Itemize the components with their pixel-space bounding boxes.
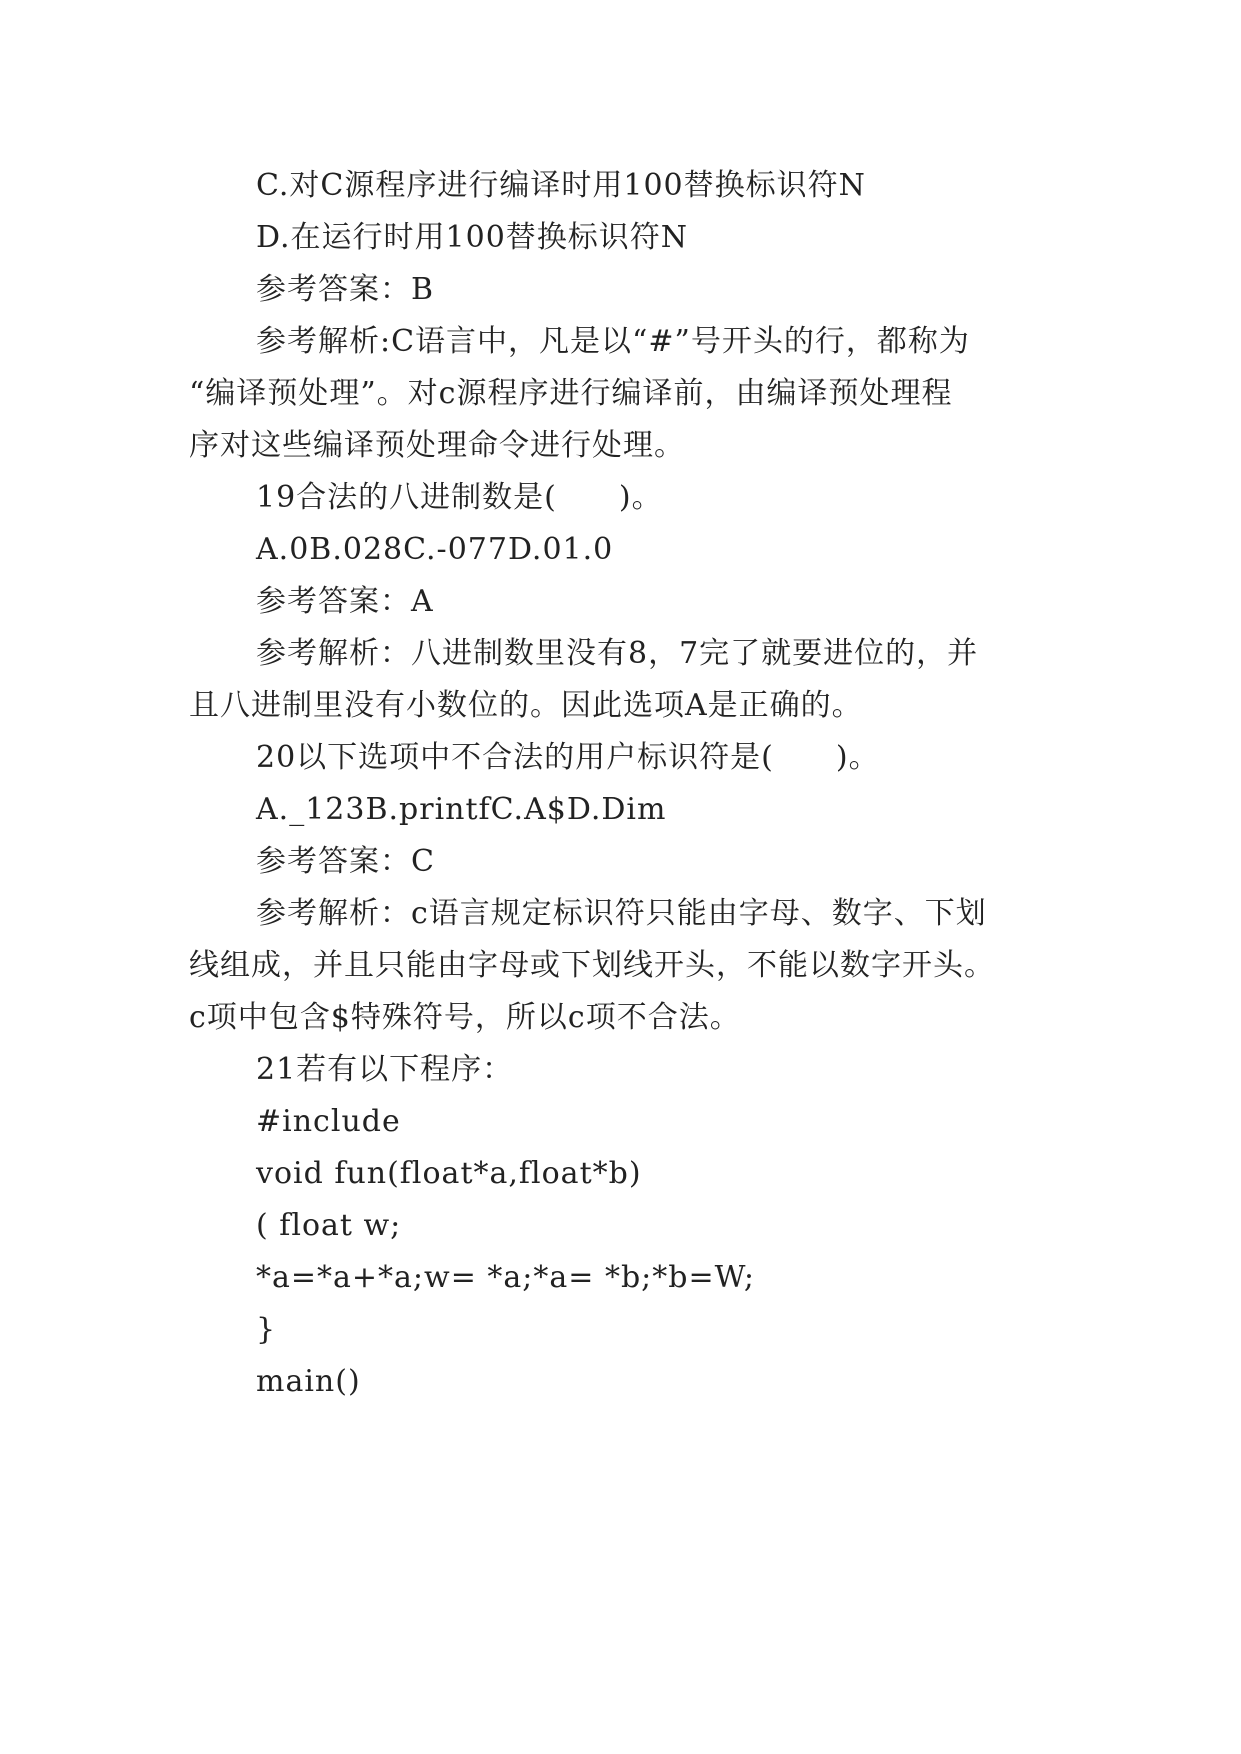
answer-18: 参考答案：B [256,272,435,307]
explanation-20-line-2: 线组成，并且只能由字母或下划线开头，不能以数字开头。 [189,948,995,983]
question-20: 20以下选项中不合法的用户标识符是( )。 [256,740,880,775]
option-c-text: C.对C源程序进行编译时用100替换标识符N [256,168,866,203]
option-d-text: D.在运行时用100替换标识符N [256,220,689,255]
code-line-assignments: *a=*a+*a;w= *a;*a= *b;*b=W; [256,1260,755,1295]
explanation-20-line-3: c项中包含$特殊符号，所以c项不合法。 [189,1000,741,1035]
code-line-function-signature: void fun(float*a,float*b) [256,1156,642,1191]
question-19: 19合法的八进制数是( )。 [256,480,663,515]
code-line-float-decl: ( float w; [256,1208,402,1243]
options-20: A._123B.printfC.A$D.Dim [256,792,667,827]
code-line-closing-brace: } [256,1312,277,1347]
answer-19: 参考答案：A [256,584,434,619]
explanation-19-line-2: 且八进制里没有小数位的。因此选项A是正确的。 [189,688,863,723]
code-line-main: main() [256,1364,361,1399]
explanation-18-line-1: 参考解析:C语言中，凡是以“#”号开头的行，都称为 [256,324,970,359]
explanation-18-line-3: 序对这些编译预处理命令进行处理。 [189,428,685,463]
code-line-include: #include [256,1104,401,1139]
options-19: A.0B.028C.-077D.01.0 [256,532,614,567]
explanation-19-line-1: 参考解析：八进制数里没有8，7完了就要进位的，并 [256,636,979,671]
answer-20: 参考答案：C [256,844,435,879]
explanation-18-line-2: “编译预处理”。对c源程序进行编译前，由编译预处理程 [189,376,953,411]
explanation-20-line-1: 参考解析：c语言规定标识符只能由字母、数字、下划 [256,896,987,931]
question-21: 21若有以下程序： [256,1052,514,1087]
